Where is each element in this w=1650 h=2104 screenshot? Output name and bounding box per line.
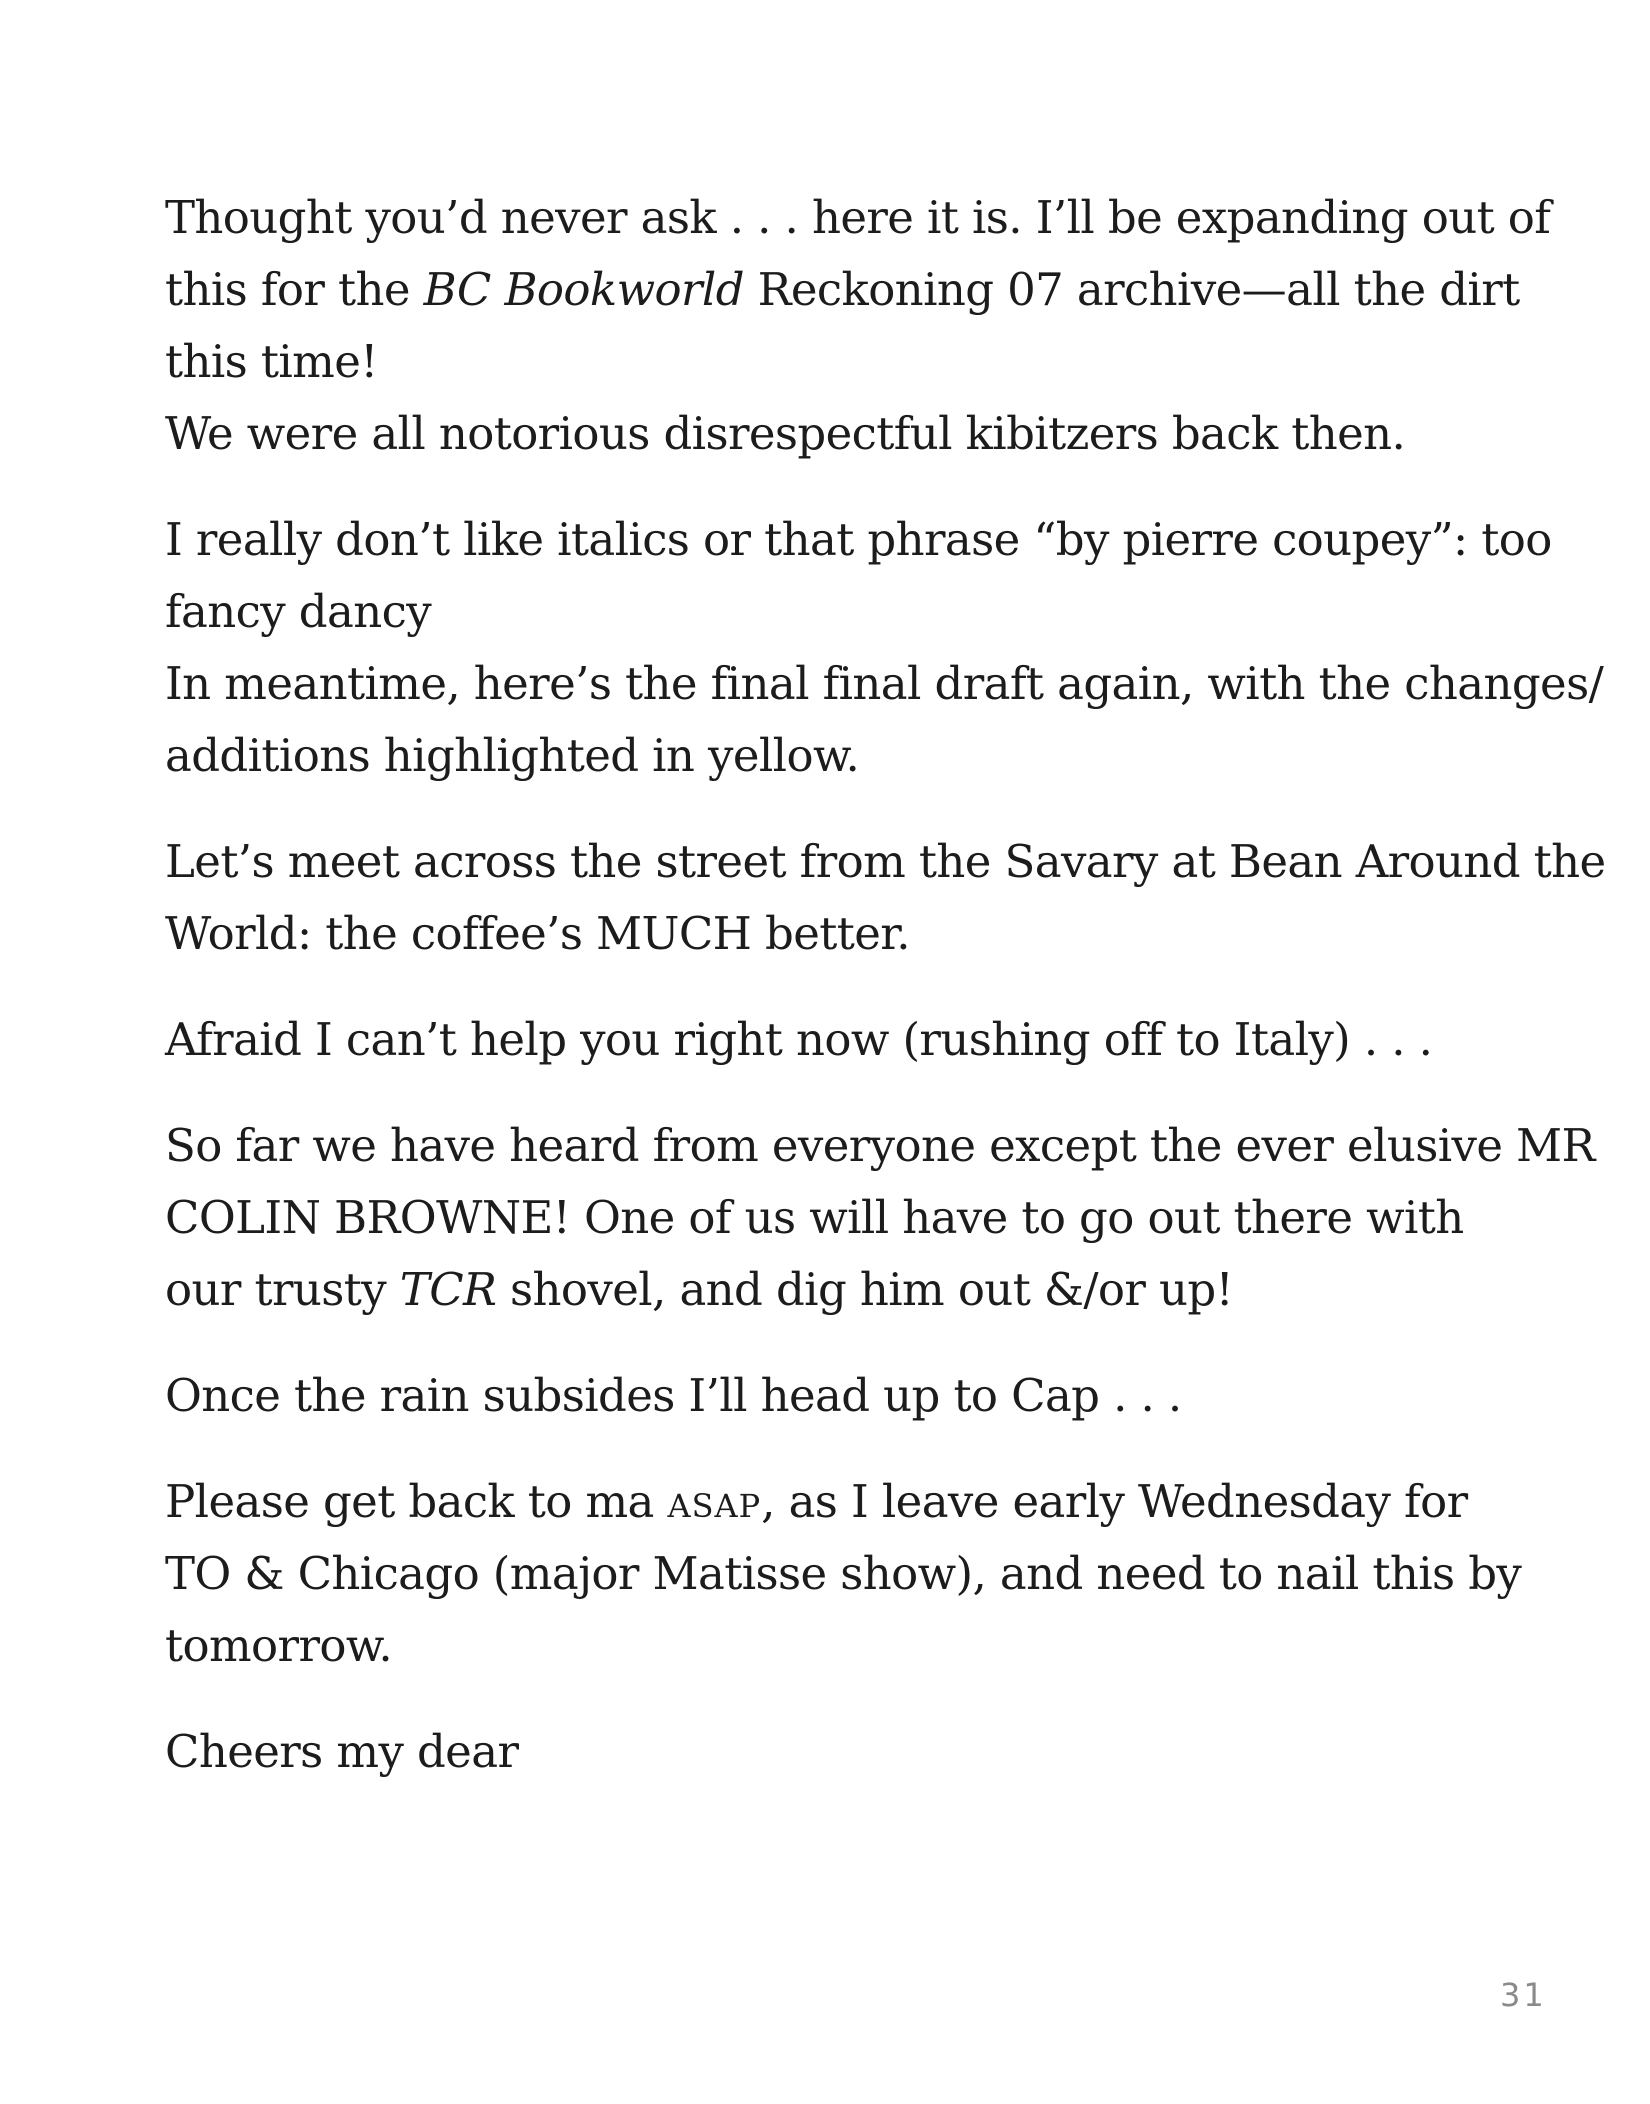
paragraph-1-line-3: this time!	[165, 335, 378, 388]
paragraph-6-line-1: Once the rain subsides I’ll head up to Cap . . .	[165, 1369, 1182, 1422]
text-run: Please get back to ma	[165, 1475, 668, 1528]
paragraph-5-line-1: So far we have heard from everyone except the ever elusive MR	[165, 1119, 1595, 1172]
paragraph-5-line-3	[165, 1262, 1233, 1318]
paragraph-2-line-3: In meantime, here’s the final final draft again, with the changes/	[165, 657, 1604, 710]
italic-title-bc-bookworld: BC Bookworld	[423, 263, 744, 316]
paragraph-3-line-2: World: the coffee’s MUCH better.	[165, 907, 910, 960]
paragraph-5-line-2: COLIN BROWNE! One of us will have to go out there with	[165, 1191, 1464, 1244]
paragraph-7-line-3: tomorrow.	[165, 1619, 393, 1672]
paragraph-2-line-4: additions highlighted in yellow.	[165, 729, 860, 782]
paragraph-2-line-1: I really don’t like italics or that phrase “by pierre coupey”: too	[165, 513, 1552, 566]
paragraph-1-line-1: Thought you’d never ask . . . here it is. I’ll be expanding out of	[165, 191, 1551, 244]
paragraph-1-line-4: We were all notorious disrespectful kibitzers back then.	[165, 407, 1406, 460]
text-run: Reckoning 07 archive—all the dirt	[743, 263, 1520, 316]
paragraph-3-line-1: Let’s meet across the street from the Savary at Bean Around the	[165, 835, 1606, 888]
paragraph-2-line-2: fancy dancy	[165, 585, 432, 638]
text-run: this for the	[165, 263, 424, 316]
text-run: our trusty	[165, 1263, 400, 1316]
paragraph-7-line-2: TO & Chicago (major Matisse show), and need to nail this by	[165, 1547, 1522, 1600]
paragraph-4-line-1: Afraid I can’t help you right now (rushing off to Italy) . . .	[165, 1013, 1433, 1066]
italic-title-tcr: TCR	[399, 1263, 497, 1316]
paragraph-7-line-1	[165, 1474, 1468, 1530]
paragraph-1-line-2	[165, 262, 1520, 318]
text-run: shovel, and dig him out &/or up!	[496, 1263, 1234, 1316]
smallcaps-asap: asap	[667, 1475, 762, 1528]
paragraph-8-line-1: Cheers my dear	[165, 1725, 519, 1778]
page-number: 31	[1500, 1976, 1547, 2014]
text-run: , as I leave early Wednesday for	[761, 1475, 1468, 1528]
